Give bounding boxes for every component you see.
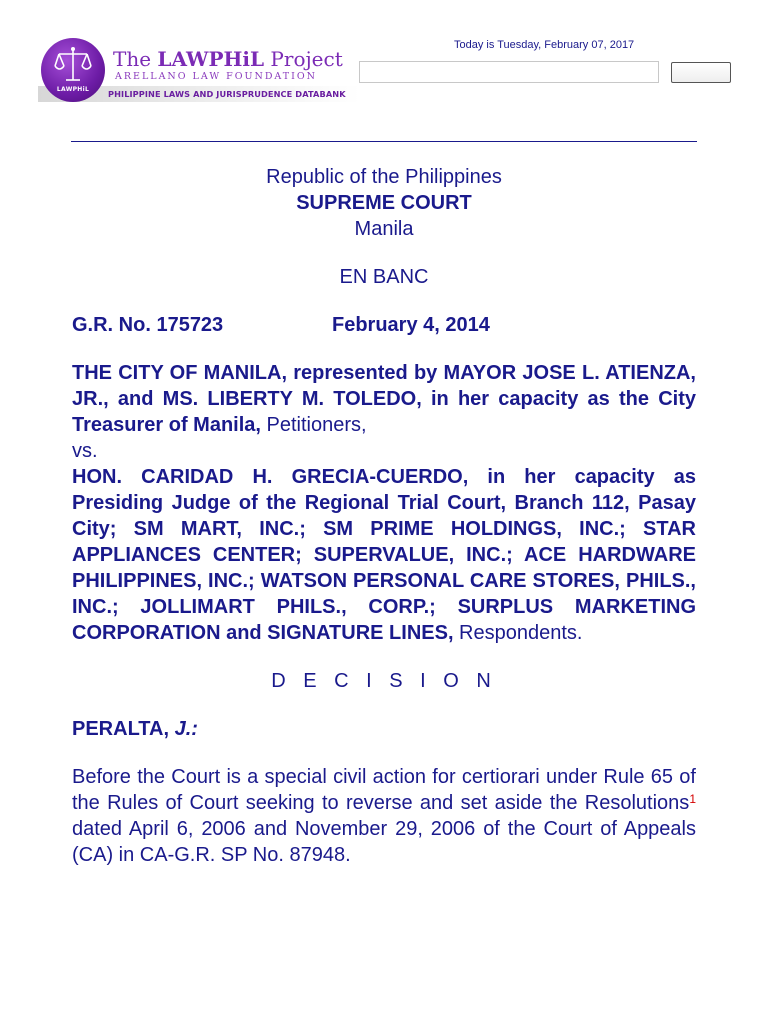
logo-circle-text: LAWPHiL <box>56 86 90 93</box>
respondents: HON. CARIDAD H. GRECIA-CUERDO, in her capacity as Presiding Judge of the Regional Trial Court, Branch 112, Pasay City; SM MART, INC.; SM PRIME HOLDINGS, INC.; STAR APPLIANCES CENTER; SUPERVALUE, INC.; ACE HARDWARE PHILIPPINES, INC.; WATSON PERSONAL CARE STORES, PHILS., INC.; JOLLIMART PHILS., CORP.; SURPLUS MARKETING CORPORATION and SIGNATURE LINES, <box>72 466 696 644</box>
petitioners-label: Petitioners, <box>260 414 367 436</box>
footnote-link[interactable]: 1 <box>689 792 696 806</box>
case-number-line <box>72 312 696 338</box>
decision-date: February 4, 2014 <box>332 314 490 336</box>
case-parties <box>72 360 696 646</box>
logo-title: The LAWPHiL Project <box>113 47 343 71</box>
ponente <box>72 716 696 742</box>
versus: vs. <box>72 440 98 462</box>
opening-paragraph: Before the Court is a special civil action for certiorari under Rule 65 of the Rules of Court seeking to reverse and set aside the Resolutions$^1$ dated April 6, 2006 and November 29, 2006 of the Court of Appeals (CA) in CA-G.R. SP No. 87948. <box>72 766 696 866</box>
header-divider <box>71 141 697 142</box>
respondents-label: Respondents. <box>453 622 583 644</box>
site-header <box>0 0 768 110</box>
search-button[interactable] <box>671 62 731 83</box>
ponente-title: J.: <box>174 718 198 740</box>
republic-line: Republic of the Philippines <box>266 166 502 188</box>
logo-subtitle: ARELLANO LAW FOUNDATION <box>115 71 317 82</box>
decision-heading: D E C I S I O N <box>271 670 497 692</box>
search-input[interactable] <box>359 61 659 83</box>
gr-number: G.R. No. 175723 <box>72 314 224 336</box>
current-date: Today is Tuesday, February 07, 2017 <box>454 39 635 51</box>
ponente-name: PERALTA, <box>72 718 175 740</box>
court-name: SUPREME COURT <box>296 192 472 214</box>
scales-of-justice-icon <box>53 46 93 84</box>
logo-band-text: PHILIPPINE LAWS AND JURISPRUDENCE DATABANK <box>108 89 346 99</box>
lawphil-logo[interactable] <box>38 38 360 104</box>
logo-emblem <box>41 38 105 102</box>
petitioners: THE CITY OF MANILA, represented by MAYOR JOSE L. ATIENZA, JR., and MS. LIBERTY M. TOLEDO, in her capacity as the City Treasurer of Manila, <box>72 362 696 436</box>
division: EN BANC <box>339 266 429 288</box>
decision-document <box>72 164 696 868</box>
court-city: Manila <box>354 218 414 240</box>
